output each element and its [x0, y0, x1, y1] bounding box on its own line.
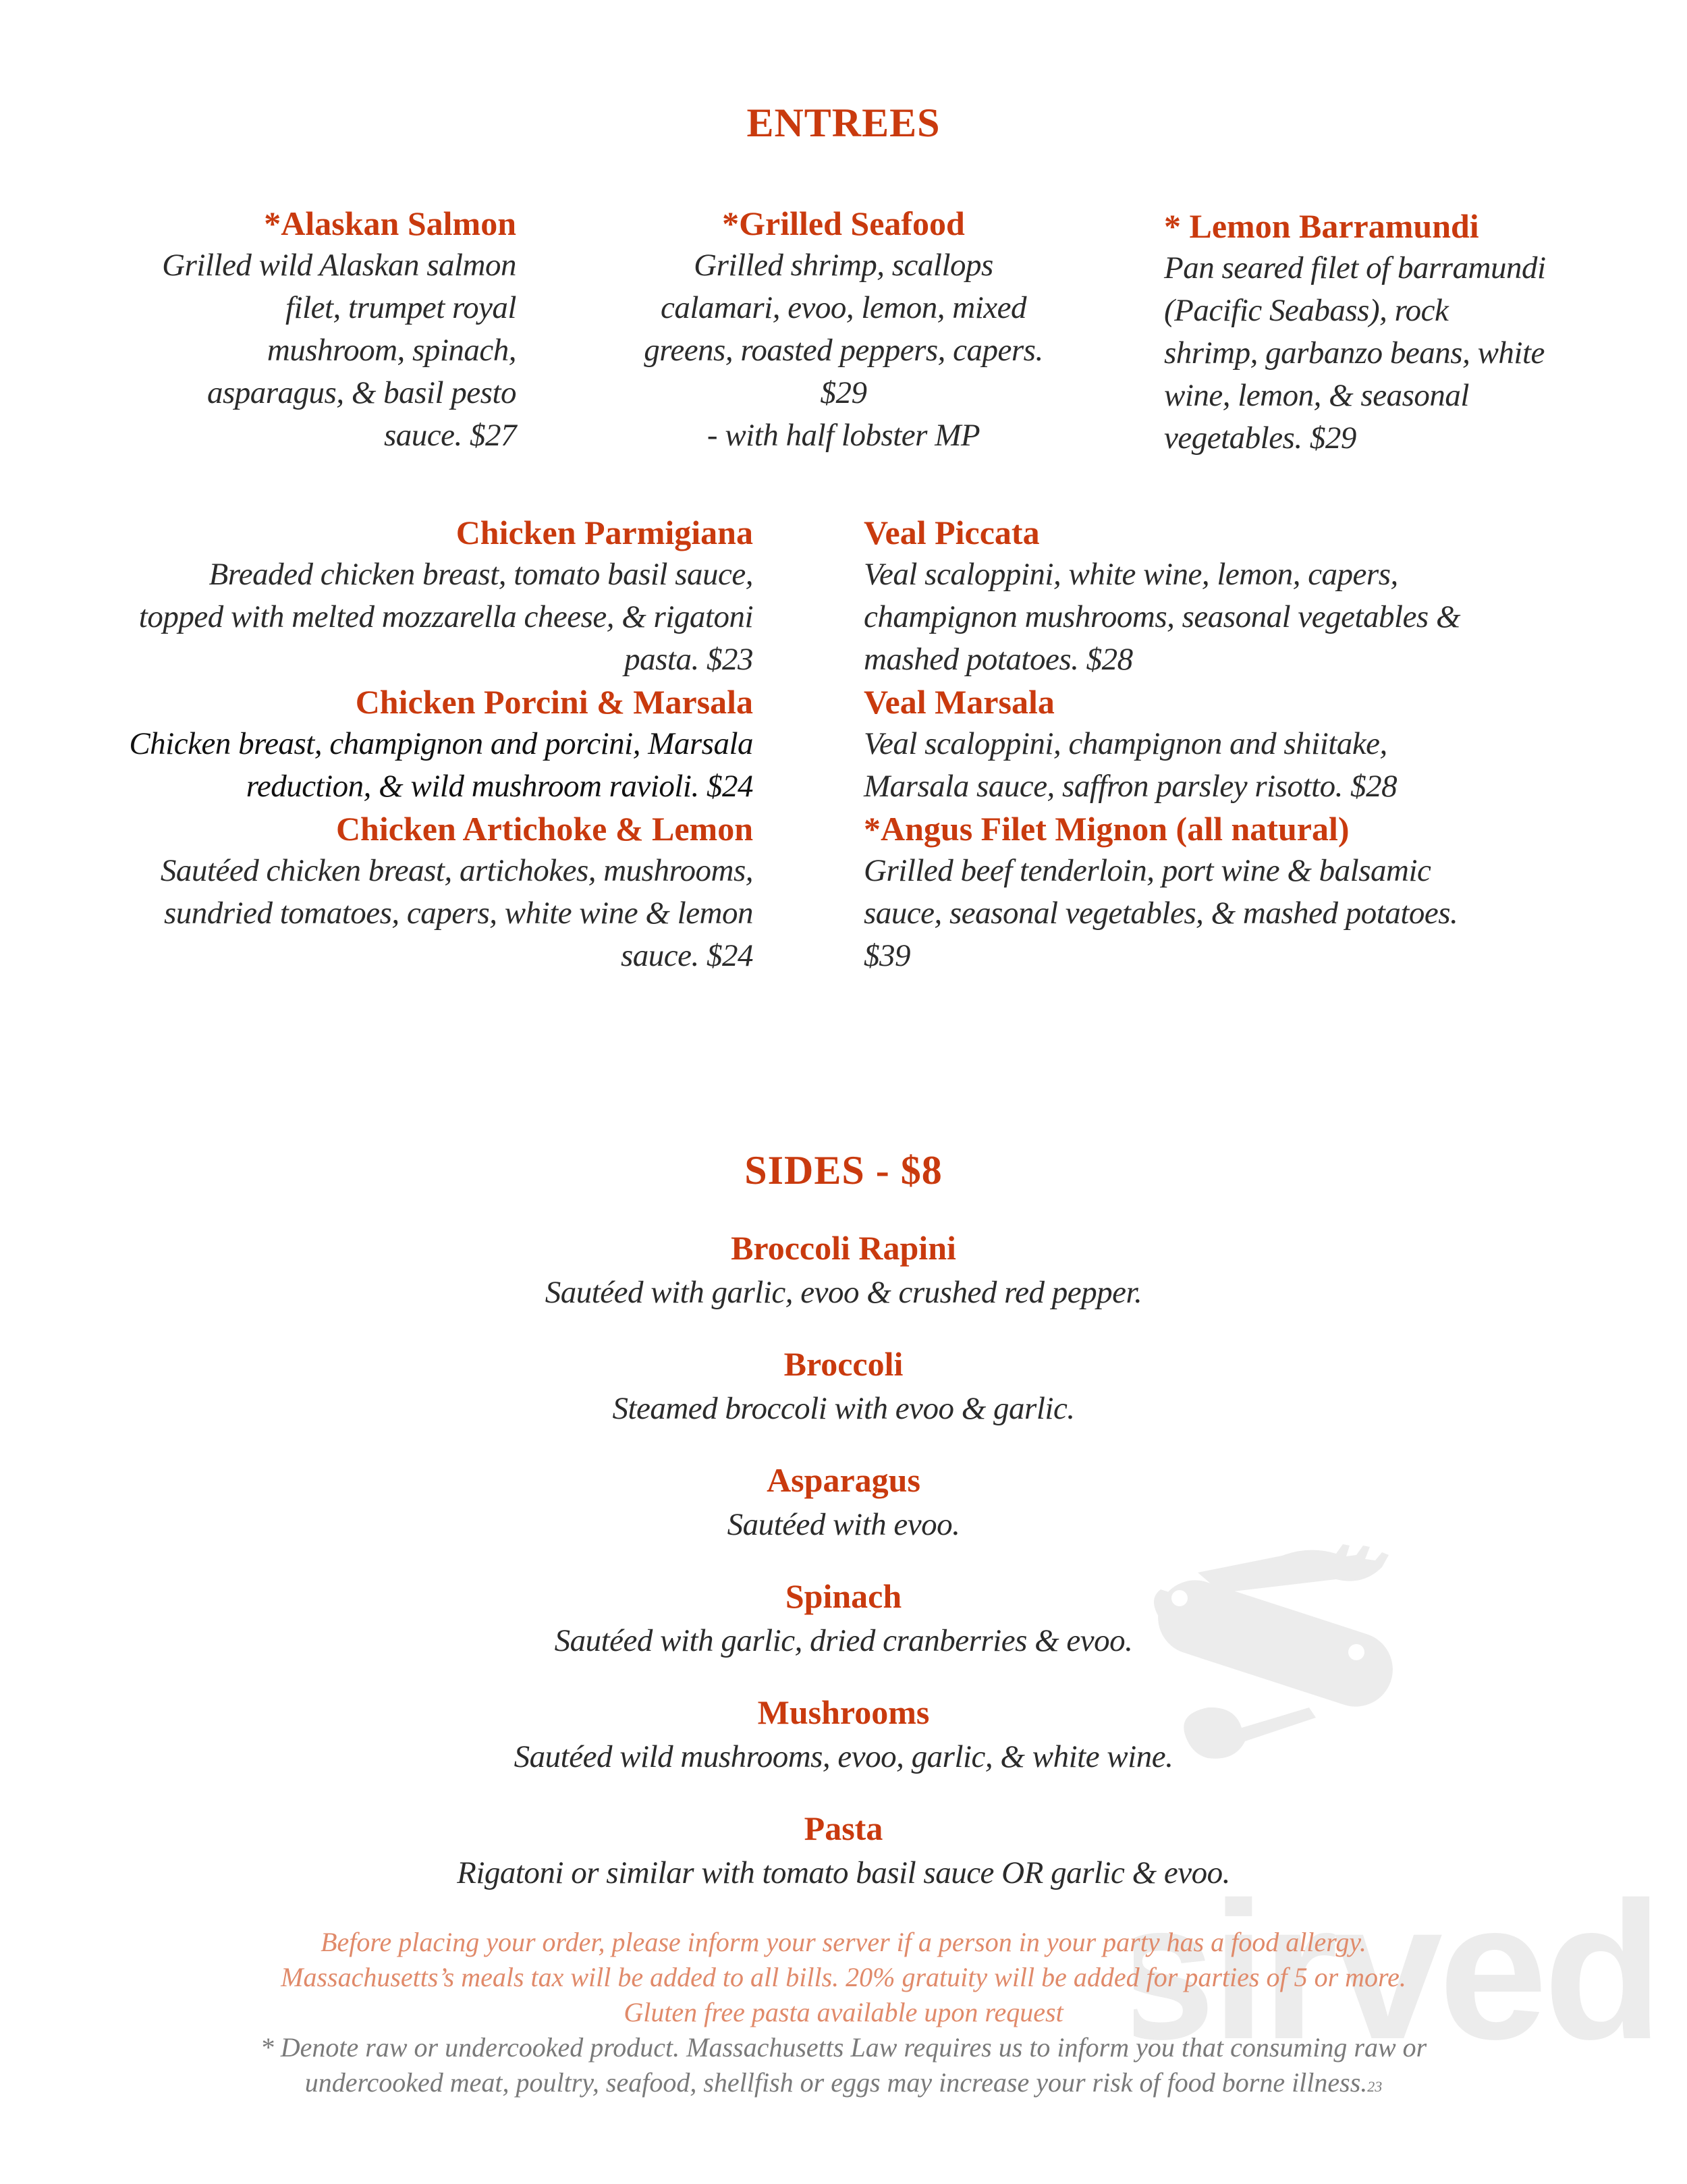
dish-name: Chicken Parmigiana: [455, 514, 753, 551]
entrees-heading: ENTREES: [746, 101, 941, 145]
dish-description: Grilled shrimp, scallops calamari, evoo, lemon, mixed greens, roasted peppers, capers. $29 - with half lobster MP: [644, 248, 1043, 453]
side-asparagus: [0, 1459, 1687, 1546]
dish-description: Veal scaloppini, champignon and shiitake, Marsala sauce, saffron parsley risotto. $28: [864, 726, 1398, 804]
allergy-tax-notice: Before placing your order, please inform your server if a person in your party has a food allergy. Massachusetts’s meals tax will be added to all bills. 20% gratuity will be added for parties of 5 or more. Gluten free pasta available upon request: [281, 1927, 1406, 2027]
dish-description: Grilled beef tenderloin, port wine & balsamic sauce, seasonal vegetables, & mashed potatoes. $39: [864, 853, 1458, 973]
dish-description: Breaded chicken breast, tomato basil sauce, topped with melted mozzarella cheese, & rigatoni pasta. $23: [138, 557, 753, 677]
dish-veal-marsala: [864, 681, 1640, 808]
side-name: Asparagus: [767, 1461, 920, 1499]
dish-description: Veal scaloppini, white wine, lemon, capers, champignon mushrooms, seasonal vegetables & mashed potatoes. $28: [864, 557, 1461, 677]
dish-grilled-seafood: [594, 202, 1093, 457]
side-broccoli-rapini: [0, 1227, 1687, 1314]
side-name: Spinach: [785, 1577, 902, 1615]
side-pasta: [0, 1807, 1687, 1894]
dish-name: *Alaskan Salmon: [264, 204, 516, 242]
side-spinach: [0, 1575, 1687, 1662]
entrees-left-column: [27, 512, 753, 977]
dish-alaskan-salmon: [67, 202, 516, 457]
footer-notices: [0, 1925, 1687, 2104]
entrees-right-column: [864, 512, 1640, 977]
side-broccoli: [0, 1343, 1687, 1430]
side-name: Mushrooms: [757, 1693, 930, 1731]
side-name: Broccoli Rapini: [731, 1229, 956, 1267]
dish-name: *Grilled Seafood: [722, 204, 965, 242]
dish-description: Grilled wild Alaskan salmon filet, trumpet royal mushroom, spinach, asparagus, & basil pesto sauce. $27: [162, 248, 516, 453]
side-description: Sautéed with garlic, dried cranberries & evoo.: [554, 1623, 1133, 1658]
dish-chicken-artichoke-lemon: [27, 808, 753, 977]
dish-angus-filet-mignon: [864, 808, 1640, 977]
dish-description: Pan seared filet of barramundi (Pacific Seabass), rock shrimp, garbanzo beans, white wine, lemon, & seasonal vegetables. $29: [1164, 250, 1546, 456]
side-description: Steamed broccoli with evoo & garlic.: [612, 1391, 1075, 1426]
side-description: Rigatoni or similar with tomato basil sauce OR garlic & evoo.: [457, 1855, 1230, 1890]
dish-name: Veal Piccata: [864, 514, 1040, 551]
raw-food-disclaimer: * Denote raw or undercooked product. Massachusetts Law requires us to inform you that consuming raw or undercooked meat, poultry, seafood, shellfish or eggs may increase your risk of food borne illness.23: [260, 2032, 1427, 2098]
dish-chicken-porcini-marsala: [27, 681, 753, 808]
side-description: Sautéed with garlic, evoo & crushed red pepper.: [545, 1275, 1142, 1310]
dish-chicken-parmigiana: [27, 512, 753, 681]
page-number: 23: [1367, 2078, 1383, 2095]
dish-description: Sautéed chicken breast, artichokes, mushrooms, sundried tomatoes, capers, white wine & lemon sauce. $24: [160, 853, 753, 973]
dish-name: Veal Marsala: [864, 683, 1055, 721]
sides-heading: SIDES - $8: [744, 1148, 943, 1193]
dish-name: Chicken Artichoke & Lemon: [335, 810, 753, 848]
dish-veal-piccata: [864, 512, 1640, 681]
dish-name: *Angus Filet Mignon (all natural): [864, 810, 1350, 848]
dish-lemon-barramundi: [1164, 205, 1650, 460]
dish-name: * Lemon Barramundi: [1164, 207, 1479, 245]
svg-text:sirved: sirved: [1134, 1861, 1659, 2080]
dish-description: Chicken breast, champignon and porcini, Marsala reduction, & wild mushroom ravioli. $24: [129, 726, 753, 804]
side-name: Pasta: [804, 1809, 883, 1847]
side-mushrooms: [0, 1691, 1687, 1778]
side-description: Sautéed with evoo.: [727, 1507, 960, 1542]
dish-name: Chicken Porcini & Marsala: [355, 683, 753, 721]
side-description: Sautéed wild mushrooms, evoo, garlic, & white wine.: [514, 1739, 1173, 1774]
side-name: Broccoli: [783, 1345, 904, 1383]
